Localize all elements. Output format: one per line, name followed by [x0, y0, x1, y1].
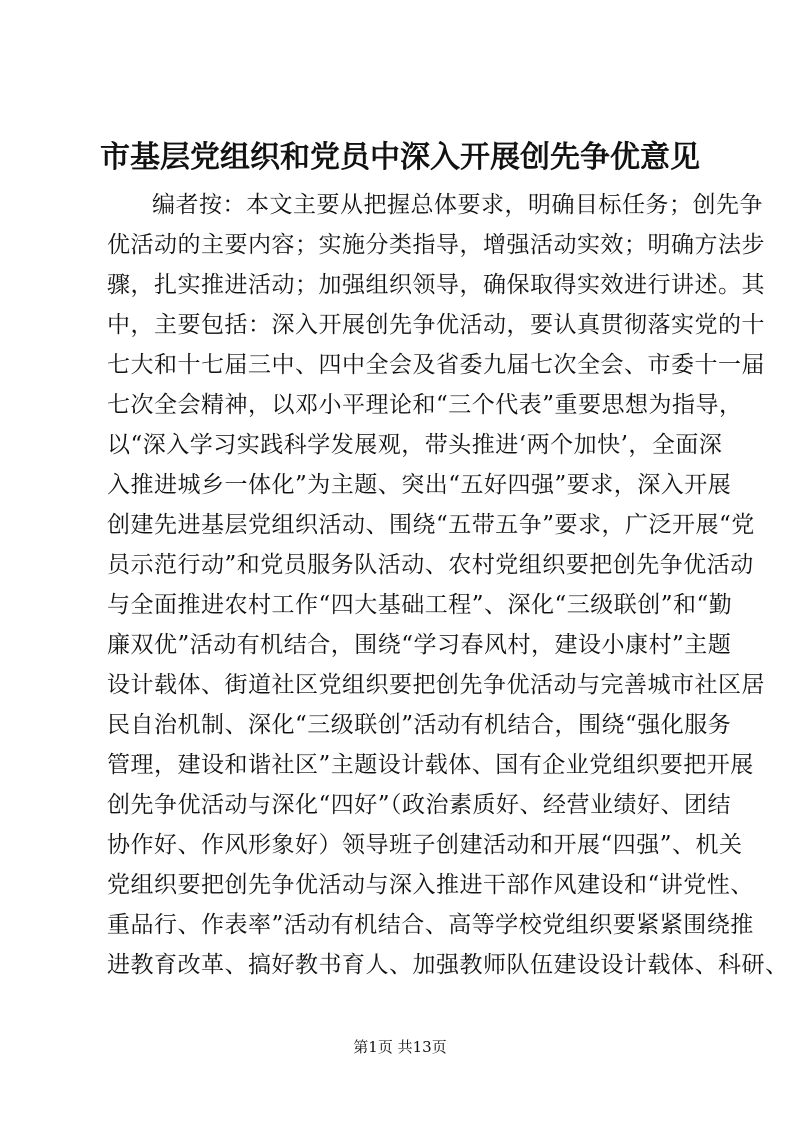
- body-line: 入推进城乡一体化”为主题、突出“五好四强”要求，深入开展: [107, 472, 732, 498]
- body-line: 重品行、作表率”活动有机结合、高等学校党组织要紧紧围绕推: [107, 912, 754, 938]
- body-line: 民自治机制、深化“三级联创”活动有机结合，围绕“强化服务: [107, 712, 732, 738]
- body-line: 进教育改革、搞好教书育人、加强教师队伍建设设计载体、科研、: [107, 952, 789, 978]
- body-line: 编者按：本文主要从把握总体要求，明确目标任务；创先争: [152, 192, 763, 218]
- body-line: 党组织要把创先争优活动与深入推进干部作风建设和“讲党性、: [107, 872, 754, 898]
- body-line: 中，主要包括：深入开展创先争优活动，要认真贯彻落实党的十: [107, 312, 765, 338]
- body-line: 骤，扎实推进活动；加强组织领导，确保取得实效进行讲述。其: [107, 272, 765, 298]
- body-line: 创建先进基层党组织活动、围绕“五带五争”要求，广泛开展“党: [107, 512, 755, 538]
- body-line: 管理，建设和谐社区”主题设计载体、国有企业党组织要把开展: [107, 752, 754, 778]
- body-line: 员示范行动”和党员服务队活动、农村党组织要把创先争优活动: [107, 552, 754, 578]
- body-line: 以“深入学习实践科学发展观，带头推进‘两个加快’，全面深: [107, 432, 723, 458]
- document-title: 市基层党组织和党员中深入开展创先争优意见: [100, 140, 700, 175]
- body-line: 创先争优活动与深化“四好”（政治素质好、经营业绩好、团结: [107, 792, 732, 818]
- body-line: 七次全会精神，以邓小平理论和“三个代表”重要思想为指导，: [107, 392, 743, 418]
- body-line: 七大和十七届三中、四中全会及省委九届七次全会、市委十一届: [107, 352, 765, 378]
- body-line: 设计载体、街道社区党组织要把创先争优活动与完善城市社区居: [107, 672, 765, 698]
- body-line: 协作好、作风形象好）领导班子创建活动和开展“四强”、机关: [107, 832, 743, 858]
- page-footer: 第1页 共13页: [353, 1038, 447, 1056]
- body-line: 优活动的主要内容；实施分类指导，增强活动实效；明确方法步: [107, 232, 765, 258]
- body-line: 与全面推进农村工作“四大基础工程”、深化“三级联创”和“勤: [107, 592, 733, 618]
- body-line: 廉双优”活动有机结合，围绕“学习春风村，建设小康村”主题: [107, 632, 732, 658]
